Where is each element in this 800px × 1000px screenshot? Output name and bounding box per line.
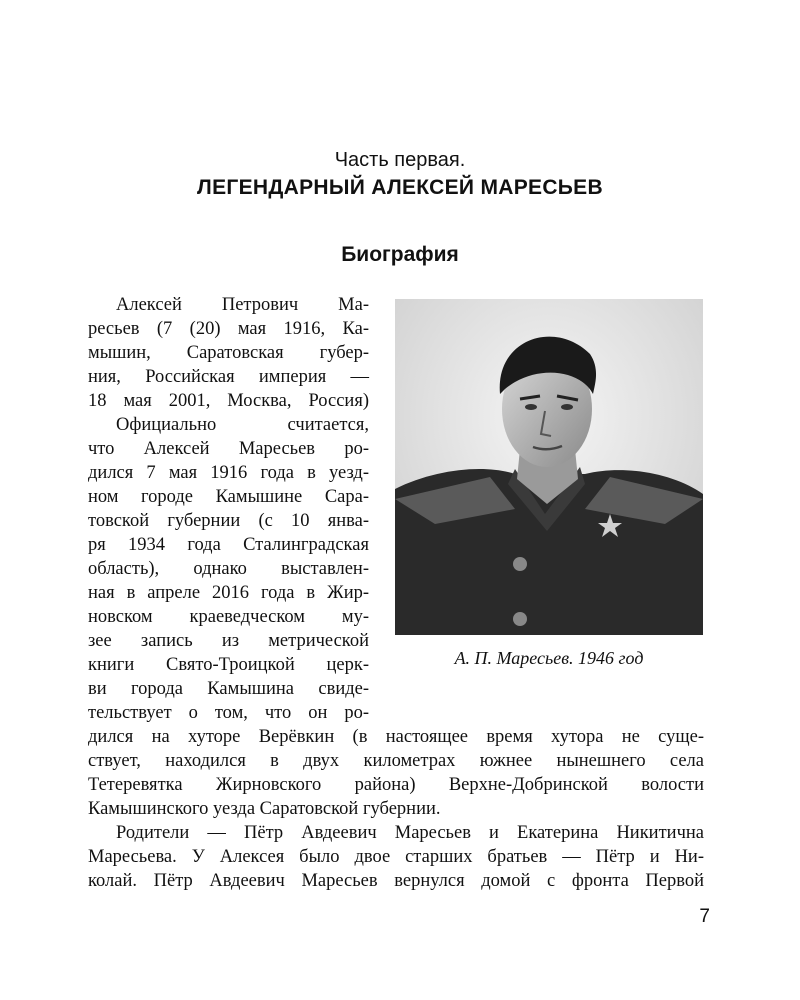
text-line: ная в апреле 2016 года в Жир-: [88, 583, 369, 603]
text-line: книги Свято-Троицкой церк-: [88, 655, 369, 675]
text-line: 18 мая 2001, Москва, Россия): [88, 391, 369, 411]
text-line: Маресьева. У Алексея было двое старших братьев — Пётр и Ни-: [88, 847, 704, 867]
text-line: колай. Пётр Авдеевич Маресьев вернулся домой с фронта Первой: [88, 871, 704, 891]
text-line: ствует, находился в двух километрах южнее нынешнего села: [88, 751, 704, 771]
text-line: что Алексей Маресьев ро-: [88, 439, 369, 459]
text-line: Алексей Петрович Ма-: [116, 295, 369, 315]
photo-caption: А. П. Маресьев. 1946 год: [454, 648, 644, 668]
text-line: тельствует о том, что он ро-: [88, 703, 369, 723]
text-line: ном городе Камышине Сара-: [88, 487, 369, 507]
text-line: ря 1934 года Сталинградская: [88, 535, 369, 555]
text-line: зее запись из метрической: [88, 631, 369, 651]
part-title: Часть первая.: [334, 149, 466, 171]
portrait-illustration: [395, 299, 703, 635]
text-line: Официально считается,: [116, 415, 369, 435]
text-line: дился на хуторе Верёвкин (в настоящее время хутора не суще-: [88, 727, 704, 747]
text-line: мышин, Саратовская губер-: [88, 343, 369, 363]
text-line: дился 7 мая 1916 года в уезд-: [88, 463, 369, 483]
chapter-title: ЛЕГЕНДАРНЫЙ АЛЕКСЕЙ МАРЕСЬЕВ: [197, 176, 603, 199]
text-line: ви города Камышина свиде-: [88, 679, 369, 699]
text-line: новском краеведческом му-: [88, 607, 369, 627]
text-line: ресьев (7 (20) мая 1916, Ка-: [88, 319, 369, 339]
portrait-photo: [395, 299, 703, 635]
section-title: Биография: [341, 243, 459, 266]
text-line: Камышинского уезда Саратовской губернии.: [88, 799, 441, 819]
text-line: Тетеревятка Жирновского района) Верхне-Добринской волости: [88, 775, 704, 795]
text-line: область), однако выставлен-: [88, 559, 369, 579]
page-number: 7: [699, 906, 710, 927]
text-line: ния, Российская империя —: [88, 367, 369, 387]
text-line: Родители — Пётр Авдеевич Маресьев и Екатерина Никитична: [116, 823, 704, 843]
text-line: товской губернии (с 10 янва-: [88, 511, 369, 531]
